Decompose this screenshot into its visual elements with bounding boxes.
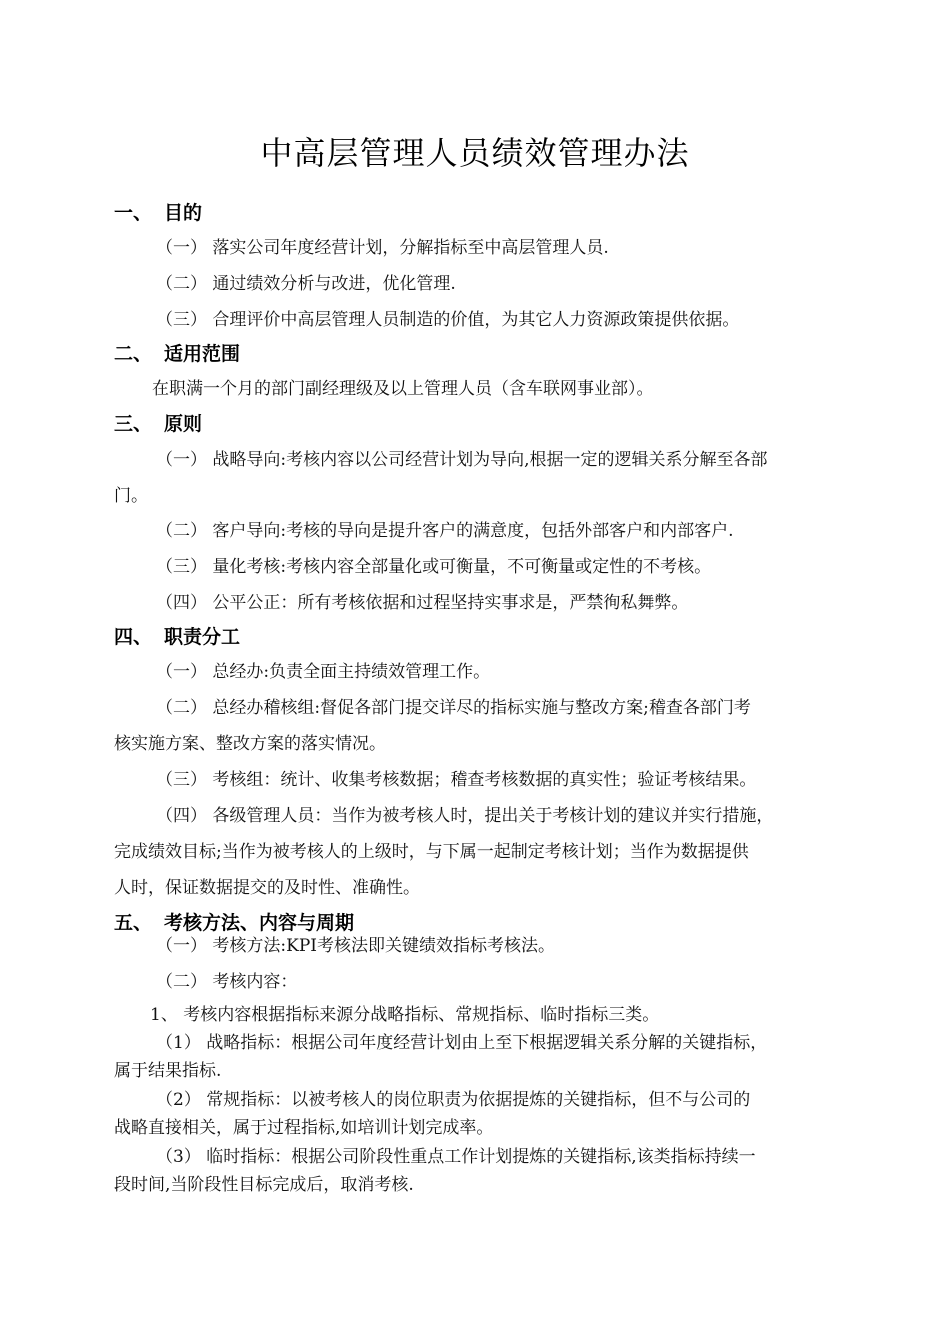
paragraph-line: 属于结果指标. bbox=[114, 1061, 222, 1081]
paragraph-line: （1） 战略指标：根据公司年度经营计划由上至下根据逻辑关系分解的关键指标， bbox=[156, 1033, 768, 1053]
paragraph-line: 1、 考核内容根据指标来源分战略指标、常规指标、临时指标三类。 bbox=[150, 1005, 660, 1025]
paragraph-line: （四） 公平公正：所有考核依据和过程坚持实事求是，严禁徇私舞弊。 bbox=[156, 593, 689, 613]
paragraph-line: （三） 考核组：统计、收集考核数据；稽查考核数据的真实性；验证考核结果。 bbox=[156, 770, 757, 790]
paragraph-line: （四） 各级管理人员：当作为被考核人时，提出关于考核计划的建议并实行措施， bbox=[156, 806, 774, 826]
section-number: 一、 bbox=[114, 202, 153, 224]
paragraph-line: （三） 量化考核:考核内容全部量化或可衡量，不可衡量或定性的不考核。 bbox=[156, 557, 712, 577]
paragraph-line: （二） 总经办稽核组:督促各部门提交详尽的指标实施与整改方案;稽查各部门考 bbox=[156, 698, 751, 718]
paragraph-line: 完成绩效目标;当作为被考核人的上级时，与下属一起制定考核计划；当作为数据提供 bbox=[114, 842, 749, 862]
paragraph-line: 段时间,当阶段性目标完成后，取消考核. bbox=[114, 1175, 414, 1195]
paragraph-line: （一） 战略导向:考核内容以公司经营计划为导向,根据一定的逻辑关系分解至各部 bbox=[156, 450, 768, 470]
paragraph-line: （二） 通过绩效分析与改进，优化管理. bbox=[156, 274, 456, 294]
section-title: 原则 bbox=[164, 413, 203, 435]
section-title: 职责分工 bbox=[164, 626, 241, 648]
paragraph-line: 门。 bbox=[114, 486, 148, 506]
section-number: 三、 bbox=[114, 413, 153, 435]
paragraph-line: （一） 考核方法:KPI考核法即关键绩效指标考核法。 bbox=[156, 936, 555, 956]
paragraph-line: （二） 客户导向:考核的导向是提升客户的满意度，包括外部客户和内部客户. bbox=[156, 521, 734, 541]
paragraph-line: 战略直接相关，属于过程指标,如培训计划完成率。 bbox=[114, 1118, 494, 1138]
paragraph-line: 核实施方案、整改方案的落实情况。 bbox=[114, 734, 386, 754]
section-number: 四、 bbox=[114, 626, 153, 648]
document-title: 中高层管理人员绩效管理办法 bbox=[260, 134, 690, 172]
paragraph-line: （二） 考核内容： bbox=[156, 972, 298, 992]
paragraph-line: 人时，保证数据提交的及时性、准确性。 bbox=[114, 878, 420, 898]
section-title: 考核方法、内容与周期 bbox=[164, 912, 355, 934]
section-number: 五、 bbox=[114, 912, 153, 934]
section-title: 适用范围 bbox=[164, 343, 241, 365]
paragraph-line: （一） 总经办:负责全面主持绩效管理工作。 bbox=[156, 662, 491, 682]
paragraph-line: （一） 落实公司年度经营计划，分解指标至中高层管理人员. bbox=[156, 238, 609, 258]
section-number: 二、 bbox=[114, 343, 153, 365]
section-heading-3 bbox=[114, 411, 202, 437]
section-heading-4 bbox=[114, 624, 240, 650]
paragraph-line: （3） 临时指标：根据公司阶段性重点工作计划提炼的关键指标,该类指标持续一 bbox=[156, 1147, 756, 1167]
section-heading-2 bbox=[114, 341, 240, 367]
section-title: 目的 bbox=[164, 202, 203, 224]
paragraph-line: （三） 合理评价中高层管理人员制造的价值，为其它人力资源政策提供依据。 bbox=[156, 310, 740, 330]
paragraph-line: （2） 常规指标：以被考核人的岗位职责为依据提炼的关键指标，但不与公司的 bbox=[156, 1090, 751, 1110]
paragraph-line: 在职满一个月的部门副经理级及以上管理人员（含车联网事业部）。 bbox=[152, 379, 654, 399]
section-heading-5 bbox=[114, 910, 354, 936]
section-heading-1 bbox=[114, 200, 202, 226]
